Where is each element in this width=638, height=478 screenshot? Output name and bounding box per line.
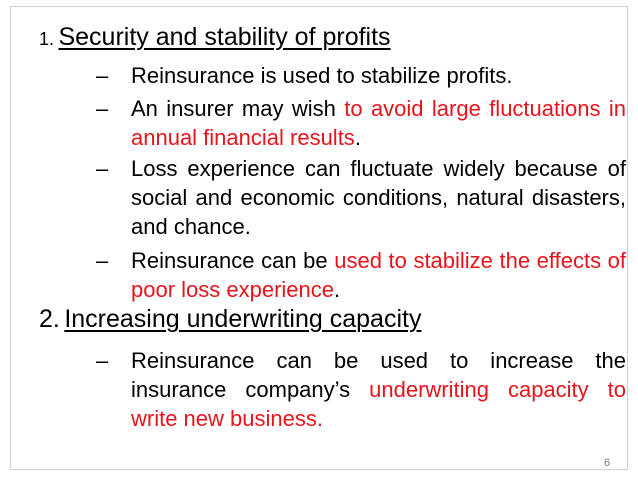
bullet-text-highlight: used to stabilize the effects of poor loss experience (131, 248, 627, 302)
bullet-text-highlight: underwriting capacity to write new business. (131, 377, 626, 431)
bullet-text (131, 154, 626, 241)
slide (10, 6, 628, 470)
section-heading-2 (39, 305, 421, 334)
section-title: Security and stability of profits (58, 23, 391, 51)
bullet-text-plain: Reinsurance is used to stabilize profits. (131, 63, 513, 88)
bullet-text (131, 246, 626, 304)
bullet-text (131, 94, 626, 152)
bullet-marker: – (96, 156, 109, 181)
bullet-marker: – (96, 248, 109, 273)
bullet-text-suffix: . (334, 277, 341, 302)
section-title: Increasing underwriting capacity (64, 305, 422, 333)
bullet-marker: – (96, 348, 109, 373)
section-number: 1. (39, 29, 55, 49)
section-number: 2. (39, 305, 60, 333)
bullet-marker: – (96, 63, 109, 88)
bullet-text (131, 346, 626, 433)
bullet-text-plain: An insurer may wish (131, 96, 345, 121)
bullet-text (131, 61, 626, 90)
bullet-text-suffix: . (354, 125, 361, 150)
page-number: 6 (604, 457, 611, 469)
bullet-text-plain: Reinsurance can be (131, 248, 335, 273)
bullet-text-highlight: to avoid large fluctuations in annual financial results (131, 96, 626, 150)
section-heading-1 (39, 23, 391, 52)
bullet-text-plain: Reinsurance can be used to increase the insurance company’s (131, 348, 626, 402)
bullet-text-plain: Loss experience can fluctuate widely because of social and economic conditions, natural disasters, and chance. (131, 156, 626, 239)
bullet-marker: – (96, 96, 109, 121)
